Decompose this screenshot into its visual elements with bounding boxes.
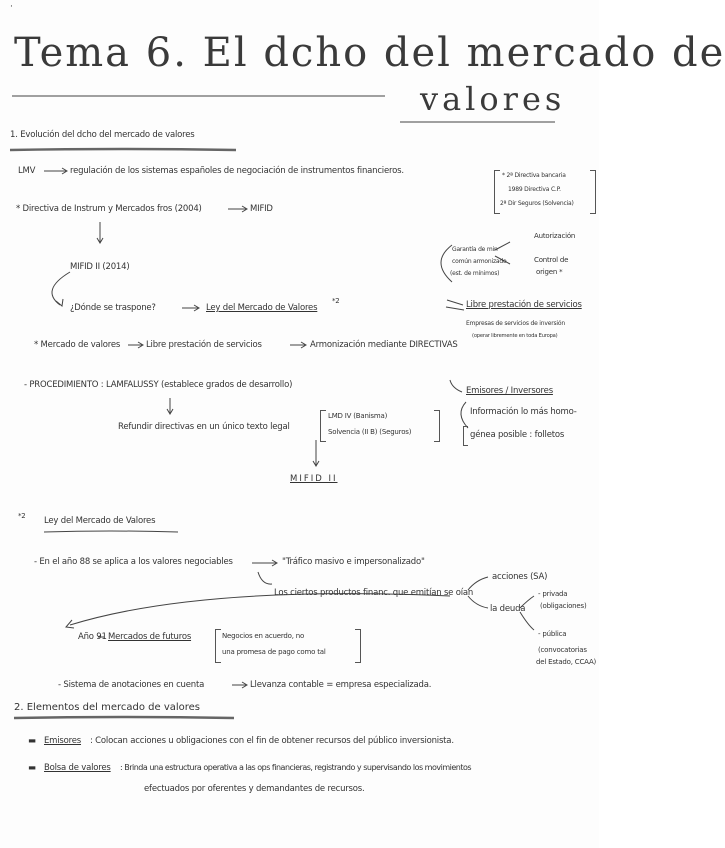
publica-line2: (convocatorias (538, 646, 587, 654)
negocio-line1: Negocios en acuerdo, no (222, 632, 305, 640)
mercado-label: * Mercado de valores (34, 340, 121, 350)
negocio-line2: una promesa de pago como tal (222, 648, 326, 656)
mifid2-label: MIFID II (290, 474, 338, 484)
solvencia-label: Solvencia (II B) (Seguros) (328, 428, 412, 436)
ley-label: Ley del Mercado de Valores (206, 303, 318, 313)
publica-line3: del Estado, CCAA) (536, 658, 597, 666)
los-ciertos-text: Los ciertos productos financ. que emitían se oían (274, 588, 474, 598)
info-line1: Información lo más homo- (470, 407, 577, 417)
section2-heading: Ley del Mercado de Valores (44, 516, 156, 526)
emisores-side-label: Emisores / Inversores (466, 386, 553, 396)
sistema-text: - Sistema de anotaciones en cuenta (58, 680, 205, 690)
garantia-line3: (est. de mínimos) (450, 270, 500, 277)
procedimiento-text: - PROCEDIMIENTO : LAMFALUSSY (establece grados de desarrollo) (24, 380, 293, 390)
mercados-futuros-label: Mercados de futuros (108, 632, 192, 642)
emisores-bullet: ▬ (28, 736, 36, 746)
page-dot: · (10, 2, 13, 12)
publica-line1: - pública (538, 630, 567, 638)
autorizacion-label: Autorización (534, 232, 576, 240)
ano91-label: Año 91 (78, 632, 107, 642)
libre-prestacion-label: Libre prestación de servicios (466, 300, 582, 310)
control-line2: origen * (536, 268, 563, 276)
bolsa-bullet: ▬ (28, 763, 36, 773)
lmv-text: regulación de los sistemas españoles de negociación de instrumentos financieros. (70, 166, 404, 176)
control-line1: Control de (534, 256, 569, 264)
mifid2014-label: MIFID II (2014) (70, 262, 130, 272)
deuda-label: la deuda (490, 604, 526, 614)
lmv-label: LMV (18, 166, 36, 176)
info-bracket (463, 426, 468, 446)
bolsa-text-line1: : Brinda una estructura operativa a las ops financieras, registrando y supervisando los movimientos (120, 763, 472, 772)
info-line2: génea posible : folletos (470, 430, 565, 440)
bracket-left (320, 410, 326, 442)
garantia-line2: común armonizado (452, 258, 507, 265)
ley-mark: *2 (332, 297, 340, 305)
bracket-right (434, 410, 440, 442)
acciones-label: acciones (SA) (492, 572, 548, 582)
section3-heading: 2. Elementos del mercado de valores (14, 702, 201, 713)
privada-line1: - privada (538, 590, 568, 598)
bolsa-label: Bolsa de valores (44, 763, 111, 773)
note-bracket-left (494, 170, 500, 214)
lmv4-label: LMD IV (Banisma) (328, 412, 388, 420)
mercado-libre: Libre prestación de servicios (146, 340, 262, 350)
section1-heading: 1. Evolución del dcho del mercado de valores (10, 130, 195, 140)
llevanza-text: Llevanza contable = empresa especializada. (250, 680, 432, 690)
emisores-label: Emisores (44, 736, 82, 746)
mifid-label: MIFID (250, 204, 273, 214)
ano88-text: - En el año 88 se aplica a los valores negociables (34, 557, 233, 567)
donde-label: ¿Dónde se traspone? (70, 303, 156, 313)
note-bracket-right (590, 170, 596, 214)
garantia-line1: Garantía de min (452, 246, 498, 253)
emisores-text: : Colocan acciones u obligaciones con el fin de obtener recursos del público inversionista. (90, 736, 454, 746)
empresas-line2: (operar libremente en toda Europa) (472, 333, 558, 339)
negocio-bracket-right (355, 629, 361, 663)
bolsa-text-line2: efectuados por oferentes y demandantes de recursos. (144, 784, 365, 794)
privada-line2: (obligaciones) (540, 602, 587, 610)
note-line2: 1989 Directiva C.P. (508, 186, 561, 193)
directiva-text: * Directiva de Instrum y Mercados fros (2004) (16, 204, 202, 214)
refundir-text: Refundir directivas en un único texto legal (118, 422, 290, 432)
trafico-text: "Tráfico masivo e impersonalizado" (282, 557, 425, 567)
note-line1: * 2ª Directiva bancaria (502, 172, 566, 179)
page-title-line1: Tema 6. El dcho del mercado de (14, 30, 725, 76)
page-title-line2: valores (420, 80, 566, 118)
mercado-armonizacion: Armonización mediante DIRECTIVAS (310, 340, 458, 350)
section2-mark: *2 (18, 512, 26, 520)
empresas-line1: Empresas de servicios de inversión (466, 320, 565, 327)
note-line3: 2ª Dir Seguros (Solvencia) (500, 200, 574, 207)
negocio-bracket-left (215, 629, 221, 663)
